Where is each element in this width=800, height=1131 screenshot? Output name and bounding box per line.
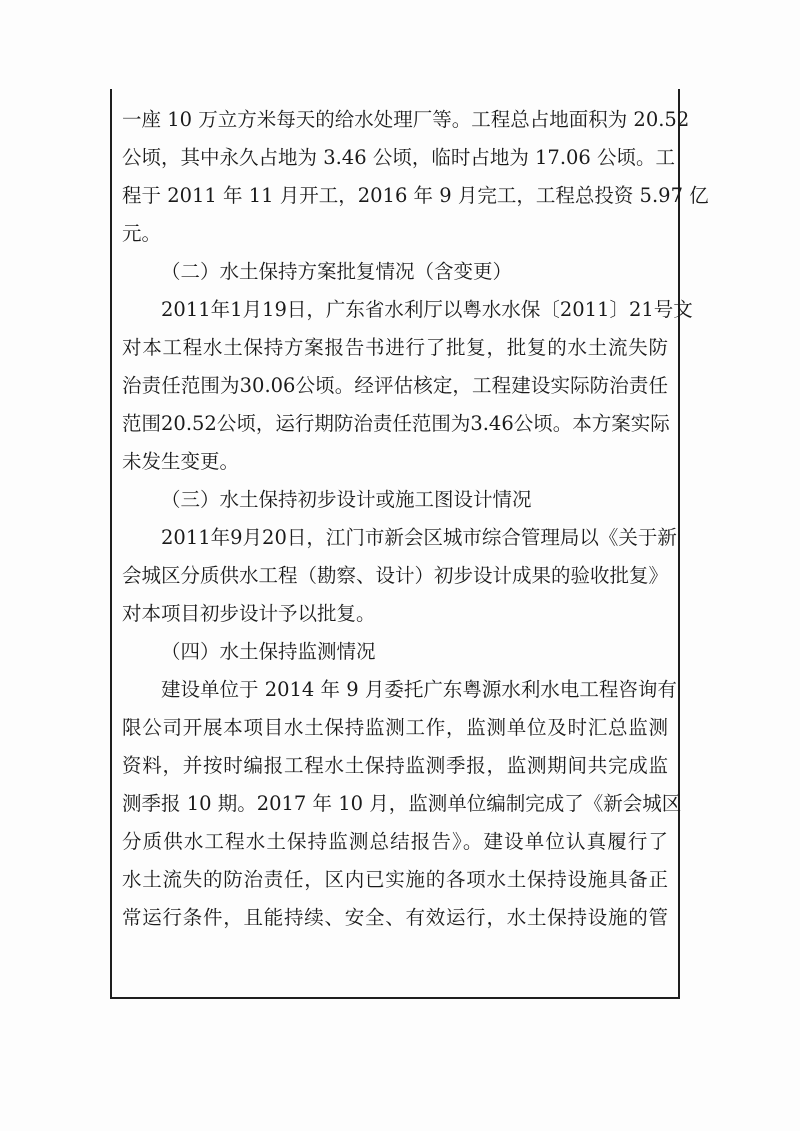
section-heading: （四）水土保持监测情况 bbox=[161, 640, 376, 663]
paragraph-line: 对本项目初步设计予以批复。 bbox=[122, 602, 376, 625]
paragraph-line: 分质供水工程水土保持监测总结报告》。建设单位认真履行了 bbox=[122, 830, 668, 853]
paragraph-line: 常运行条件，且能持续、安全、有效运行，水土保持设施的管 bbox=[122, 906, 668, 929]
paragraph-line: 公顷，其中永久占地为 3.46 公顷，临时占地为 17.06 公顷。工 bbox=[122, 146, 676, 169]
paragraph-line: 对本工程水土保持方案报告书进行了批复，批复的水土流失防 bbox=[122, 336, 668, 359]
paragraph-line: 元。 bbox=[122, 222, 162, 245]
paragraph-line: 测季报 10 期。2017 年 10 月，监测单位编制完成了《新会城区 bbox=[122, 792, 682, 815]
paragraph-line: 2011年9月20日，江门市新会区城市综合管理局以《关于新 bbox=[161, 526, 677, 549]
paragraph-line: 程于 2011 年 11 月开工，2016 年 9 月完工，工程总投资 5.97 亿 bbox=[122, 184, 709, 207]
paragraph-line: 建设单位于 2014 年 9 月委托广东粤源水利水电工程咨询有 bbox=[161, 678, 677, 701]
paragraph-line: 2011年1月19日，广东省水利厅以粤水水保〔2011〕21号文 bbox=[161, 298, 693, 321]
section-heading: （二）水土保持方案批复情况（含变更） bbox=[161, 260, 513, 283]
paragraph-line: 会城区分质供水工程（勘察、设计）初步设计成果的验收批复》 bbox=[122, 564, 669, 587]
paragraph-line: 限公司开展本项目水土保持监测工作，监测单位及时汇总监测 bbox=[122, 716, 668, 739]
paragraph-line: 治责任范围为30.06公顷。经评估核定，工程建设实际防治责任 bbox=[122, 374, 668, 397]
paragraph-line: 未发生变更。 bbox=[122, 450, 240, 473]
paragraph-line: 水土流失的防治责任，区内已实施的各项水土保持设施具备正 bbox=[122, 868, 668, 891]
section-heading: （三）水土保持初步设计或施工图设计情况 bbox=[161, 488, 532, 511]
paragraph-line: 范围20.52公顷，运行期防治责任范围为3.46公顷。本方案实际 bbox=[122, 412, 670, 435]
paragraph-line: 一座 10 万立方米每天的给水处理厂等。工程总占地面积为 20.52 bbox=[122, 108, 690, 131]
document-body bbox=[122, 101, 709, 937]
paragraph-line: 资料，并按时编报工程水土保持监测季报，监测期间共完成监 bbox=[122, 754, 668, 777]
